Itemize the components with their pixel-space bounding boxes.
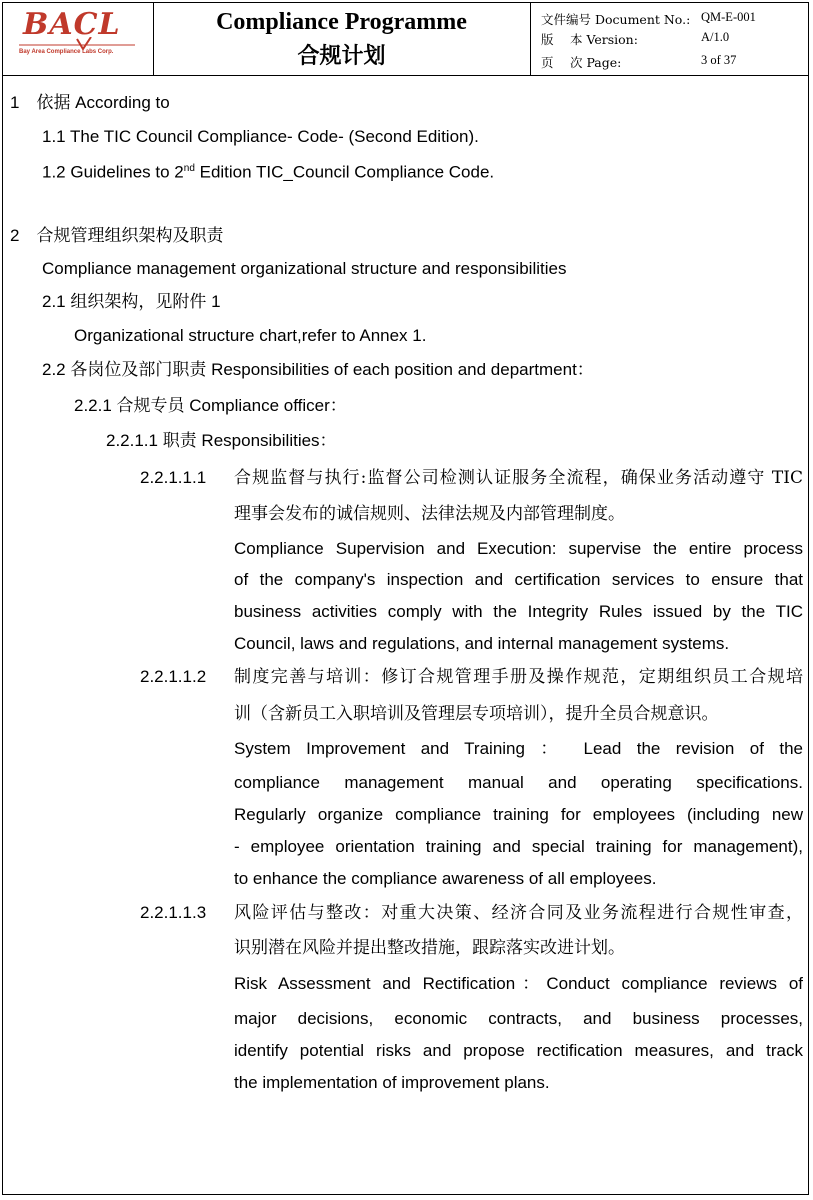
section-2-2-1: 2.2.1 合规专员 Compliance officer： [74,396,347,415]
item-text-en: major decisions, economic contracts, and business processes, [234,1009,803,1028]
logo-subtext: Bay Area Compliance Labs Corp. [19,49,114,55]
item-text-cn: 风险评估与整改：对重大决策、经济合同及业务流程进行合规性审查， [234,903,803,923]
meta-value-docno: QM-E-001 [701,10,756,24]
item-text-en: Council, laws and regulations, and internal management systems. [234,634,730,653]
item-text-cn: 识别潜在风险并提出整改措施，跟踪落实改进计划。 [234,938,625,958]
item-text-en: Risk Assessment and Rectification：Conduct compliance reviews of [234,974,803,993]
logo-wordmark: BACL [23,7,121,42]
section-2-1-en: Organizational structure chart,refer to Annex 1. [74,326,427,345]
header-divider [530,3,531,75]
section-2-heading-en: Compliance management organizational structure and responsibilities [42,259,567,278]
item-text-en: to enhance the compliance awareness of all employees. [234,869,657,888]
section-1-heading: 1 依据 According to [10,93,170,112]
meta-label-page: 页 次 Page: [541,55,622,70]
item-text-cn: 制度完善与培训：修订合规管理手册及操作规范，定期组织员工合规培 [234,667,803,687]
item-text-en: Compliance Supervision and Execution: supervise the entire process [234,539,803,558]
item-text-en: System Improvement and Training ： Lead the revision of the [234,739,803,758]
section-2-2-1-1: 2.2.1.1 职责 Responsibilities： [106,431,337,450]
item-text-en: Regularly organize compliance training for employees (including new [234,805,803,824]
section-2-2: 2.2 各岗位及部门职责 Responsibilities of each position and department： [42,360,594,379]
item-text-en: compliance management manual and operating specifications. [234,773,803,792]
document-title-en: Compliance Programme [216,9,467,35]
item-number: 2.2.1.1.2 [140,667,207,686]
item-text-en: business activities comply with the Integrity Rules issued by the TIC [234,602,803,621]
item-number: 2.2.1.1.3 [140,903,207,922]
document-header [3,3,808,76]
superscript: nd [183,163,195,174]
item-text-cn: 合规监督与执行:监督公司检测认证服务全流程，确保业务活动遵守 TIC [234,468,803,488]
section-1-1: 1.1 The TIC Council Compliance- Code- (Second Edition). [42,127,479,146]
section-1-2-text: 1.2 Guidelines to 2 [42,162,184,182]
meta-value-version: A/1.0 [701,30,730,44]
item-text-en: the implementation of improvement plans. [234,1073,550,1092]
item-text-en: of the company's inspection and certification services to ensure that [234,570,803,589]
section-2-1: 2.1 组织架构，见附件 1 [42,292,221,311]
section-2-heading: 2 合规管理组织架构及职责 [10,226,224,245]
document-title-cn: 合规计划 [297,44,386,69]
meta-value-page: 3 of 37 [701,53,737,67]
item-text-en: identify potential risks and propose rectification measures, and track [234,1041,803,1060]
section-1-2 [42,158,494,184]
item-text-cn: 训（含新员工入职培训及管理层专项培训），提升全员合规意识。 [234,704,719,724]
meta-label-docno: 文件编号 Document No.: [541,12,691,27]
item-text-en: - employee orientation training and special training for management), [234,837,803,856]
section-1-2-text: Edition TIC_Council Compliance Code. [194,162,495,182]
item-text-cn: 理事会发布的诚信规则、法律法规及内部管理制度。 [234,504,625,524]
item-number: 2.2.1.1.1 [140,468,207,487]
company-logo [17,7,137,67]
meta-label-version: 版 本 Version: [541,32,638,47]
